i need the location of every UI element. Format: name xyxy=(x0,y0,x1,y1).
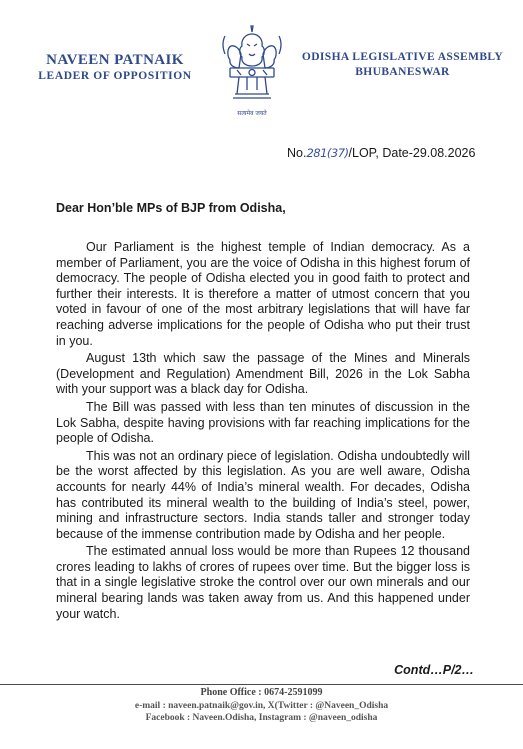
footer-social: Facebook : Naveen.Odisha, Instagram : @naveen_odisha xyxy=(145,713,378,724)
footer xyxy=(0,687,523,725)
letter-body xyxy=(56,240,470,624)
paragraph: Our Parliament is the highest temple of Indian democracy. As a member of Parliament, you are the voice of Odisha in this highest forum of democracy. The people of Odisha elected you in good faith to protect and further their interests. It is therefore a matter of utmost concern that you voted in favour of one of the most arbitrary legislations that will have far reaching adverse implications for the people of Odisha who put their trust in you. xyxy=(56,240,470,348)
reference-prefix: No. xyxy=(287,146,307,160)
footer-email: e-mail : naveen.patnaik@gov.in, X(Twitter : @Naveen_Odisha xyxy=(134,700,389,711)
sender-title: LEADER OF OPPOSITION xyxy=(38,70,192,82)
emblem-motto: सत्यमेव जयते xyxy=(237,110,267,117)
letterhead-right xyxy=(300,50,505,80)
assembly-name: ODISHA LEGISLATIVE ASSEMBLY xyxy=(301,51,504,63)
assembly-city: BHUBANESWAR xyxy=(355,66,450,78)
continuation-note: Contd…P/2… xyxy=(394,663,474,677)
handwritten-number: 281(37) xyxy=(306,146,349,160)
paragraph: This was not an ordinary piece of legislation. Odisha undoubtedly will be the worst affected by this legislation. As you are well aware, Odisha accounts for nearly 44% of India’s mineral wealth. For decades, Odisha has contributed its mineral wealth to the building of India’s steel, power, mining and infrastructure sectors. India stands taller and stronger today because of the immense contribution made by Odisha and her people. xyxy=(56,448,470,541)
emblem-graphic xyxy=(217,24,287,110)
reference-number xyxy=(287,146,475,160)
letterhead-left xyxy=(30,52,200,82)
salutation: Dear Hon’ble MPs of BJP from Odisha, xyxy=(56,201,286,215)
reference-suffix: /LOP, Date-29.08.2026 xyxy=(348,146,476,160)
paragraph: The Bill was passed with less than ten minutes of discussion in the Lok Sabha, despite having provisions with far reaching implications for the people of Odisha. xyxy=(56,399,470,446)
footer-divider xyxy=(0,684,523,685)
sender-name: NAVEEN PATNAIK xyxy=(46,52,184,68)
national-emblem-icon xyxy=(217,24,287,120)
footer-phone: Phone Office : 0674-2591099 xyxy=(200,687,323,698)
paragraph: The estimated annual loss would be more than Rupees 12 thousand crores leading to lakhs of crores of rupees over time. But the bigger loss is that in a single legislative stroke the control over our own minerals and our mineral bearing lands was taken away from us. And this happened under your watch. xyxy=(56,544,470,621)
paragraph: August 13th which saw the passage of the Mines and Minerals (Development and Regulation) Amendment Bill, 2026 in the Lok Sabha with your support was a black day for Odisha. xyxy=(56,351,470,397)
